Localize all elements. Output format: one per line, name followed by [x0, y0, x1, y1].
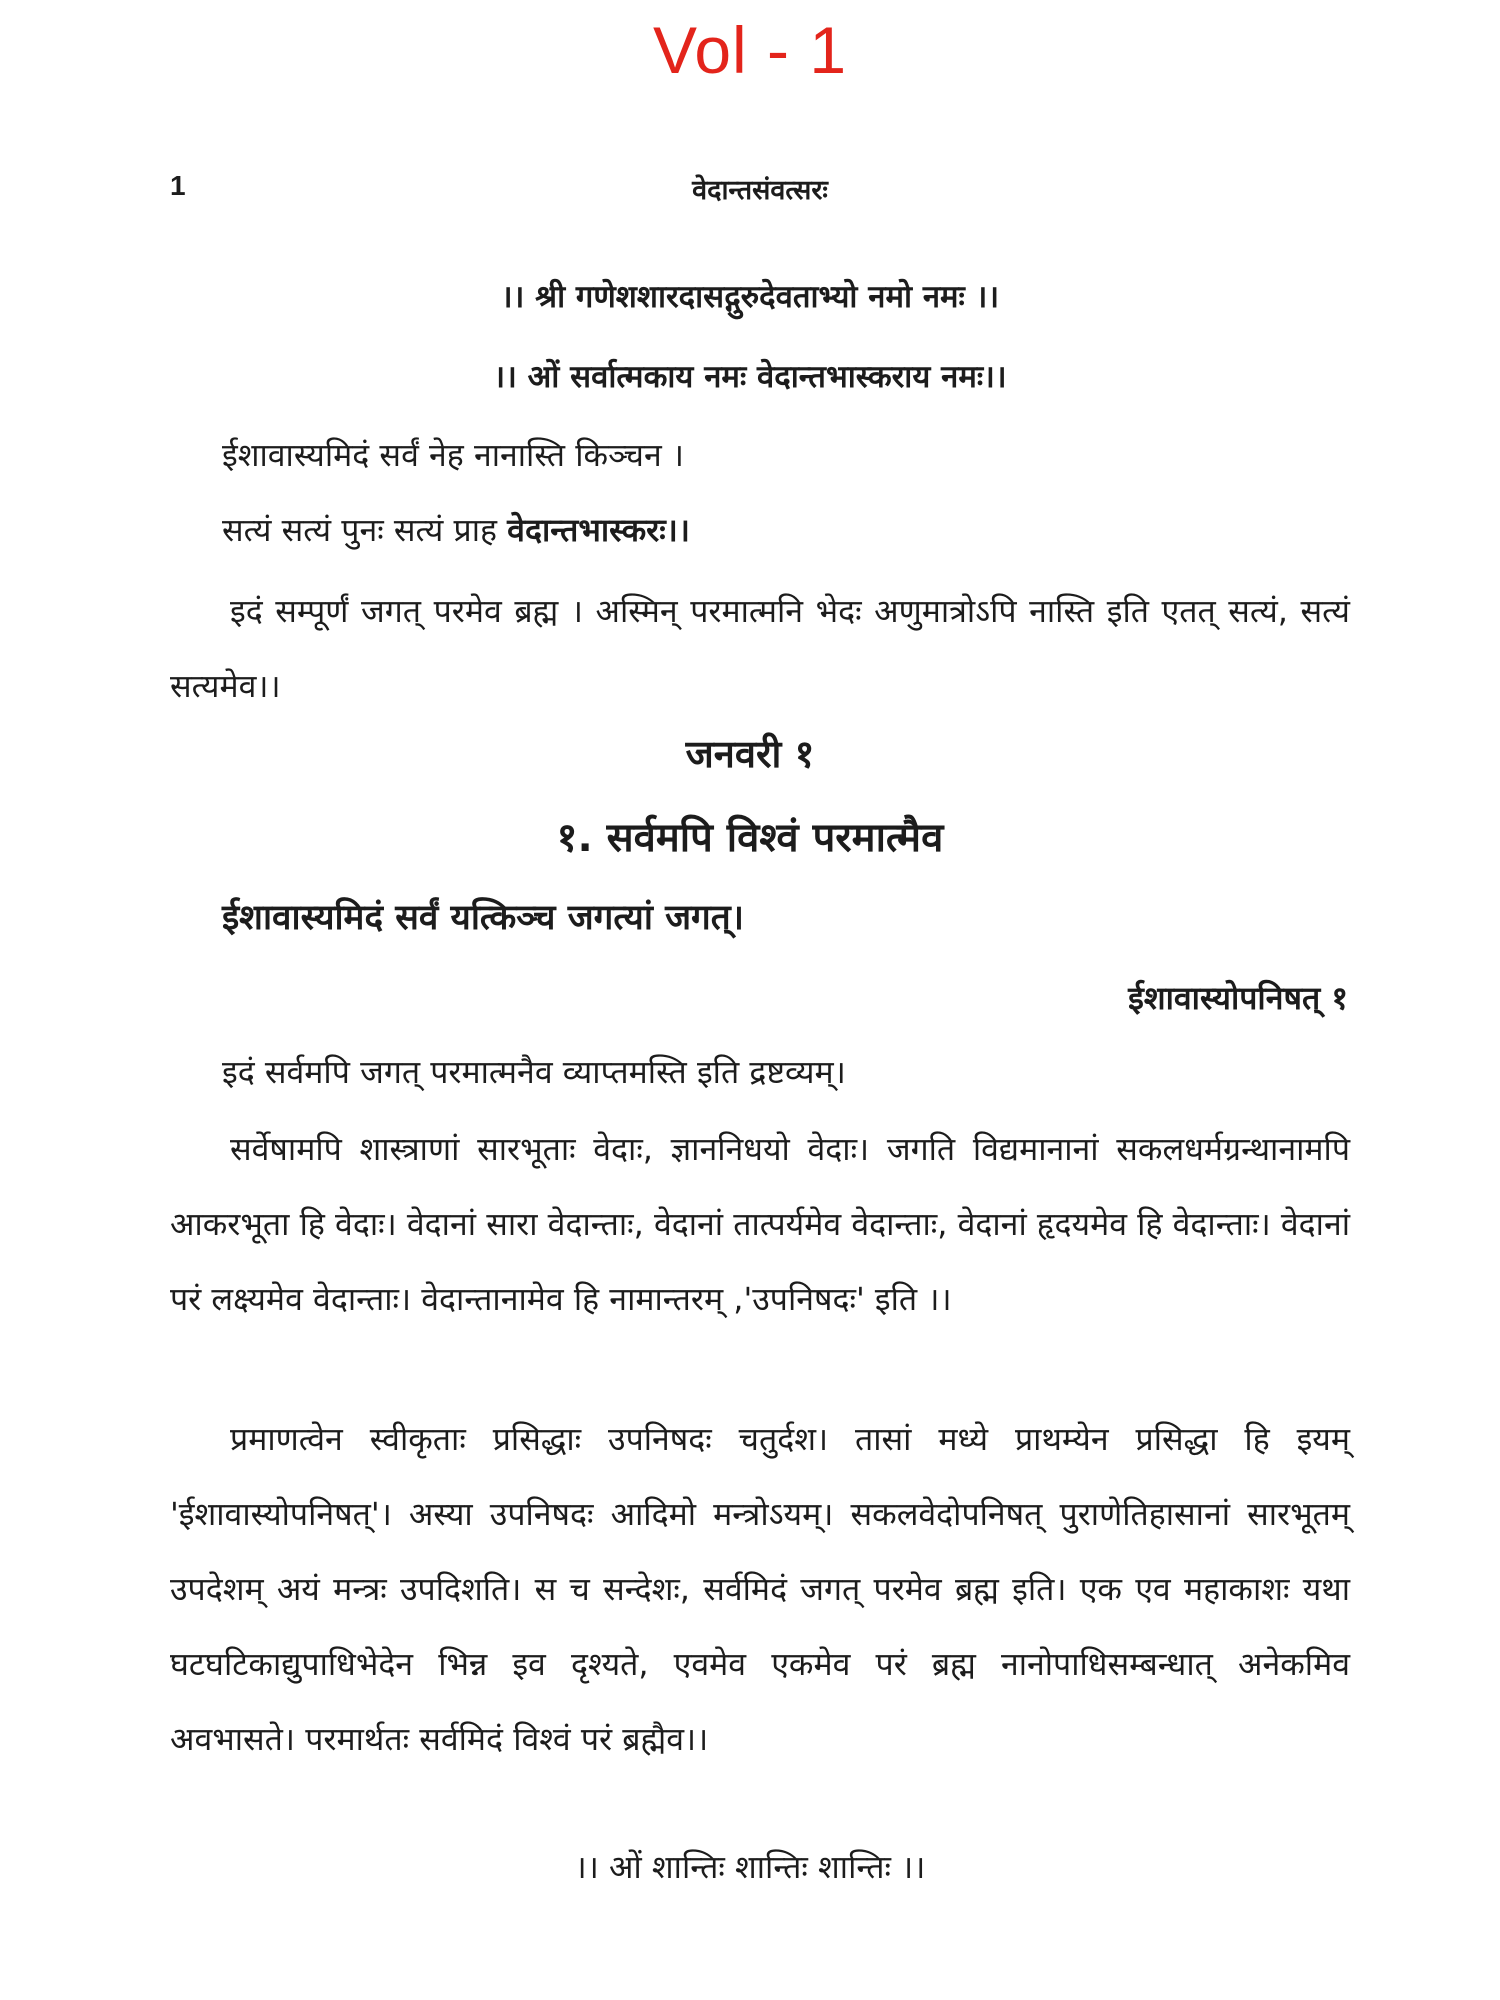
opening-verse-line-2 — [222, 508, 690, 551]
month-heading: जनवरी १ — [685, 732, 815, 776]
opening-verse-line-2-text: सत्यं सत्यं पुनः सत्यं प्राह — [222, 511, 508, 549]
summary-line: इदं सर्वमपि जगत् परमात्मनैव व्याप्तमस्ति इति द्रष्टव्यम्। — [222, 1053, 846, 1091]
body-paragraph-1: सर्वेषामपि शास्त्राणां सारभूताः वेदाः, ज्ञाननिधयो वेदाः। जगति विद्यमानानां सकलधर्मग्रन्थानामपि आकरभूता हि वेदाः। वेदानां सारा वेदान्ताः, वेदानां तात्पर्यमेव वेदान्ताः, वेदानां हृदयमेव हि वेदान्ताः। वेदानां परं लक्ष्यमेव वेदान्ताः। वेदान्तानामेव हि नामान्तरम् ,'उपनिषदः' इति ।। — [170, 1130, 1350, 1318]
mantra-source: ईशावास्योपनिषत् १ — [1128, 979, 1348, 1017]
invocation-sarvatmaka: ।। ओं सर्वात्मकाय नमः वेदान्तभास्कराय नमः।। — [493, 359, 1007, 395]
invocation-ganesha: ।। श्री गणेशशारदासद्गुरुदेवताभ्यो नमो नमः ।। — [500, 279, 1000, 315]
page-number: 1 — [170, 170, 186, 201]
chapter-title: १. सर्वमपि विश्वं परमात्मैव — [556, 815, 944, 861]
running-header — [170, 170, 1350, 210]
volume-label: Vol - 1 — [652, 13, 848, 87]
book-title: वेदान्तसंवत्सरः — [692, 175, 828, 206]
closing-shanti: ।। ओं शान्तिः शान्तिः शान्तिः ।। — [574, 1848, 926, 1886]
mantra-quote: ईशावास्यमिदं सर्वं यत्किञ्च जगत्यां जगत्। — [222, 898, 744, 938]
opening-verse-line-1: ईशावास्यमिदं सर्वं नेह नानास्ति किञ्चन । — [222, 436, 685, 474]
opening-verse-line-2-bold: वेदान्तभास्करः।। — [507, 511, 690, 549]
intro-paragraph: इदं सम्पूर्णं जगत् परमेव ब्रह्म । अस्मिन् परमात्मनि भेदः अणुमात्रोऽपि नास्ति इति एतत् सत्यं, सत्यं सत्यमेव।। — [170, 592, 1350, 705]
body-paragraph-2: प्रमाणत्वेन स्वीकृताः प्रसिद्धाः उपनिषदः चतुर्दश। तासां मध्ये प्राथम्येन प्रसिद्धा हि इयम् 'ईशावास्योपनिषत्'। अस्या उपनिषदः आदिमो मन्त्रोऽयम्। सकलवेदोपनिषत् पुराणेतिहासानां सारभूतम् उपदेशम् अयं मन्त्रः उपदिशति। स च सन्देशः, सर्वमिदं जगत् परमेव ब्रह्म इति। एक एव महाकाशः यथा घटघटिकाद्युपाधिभेदेन भिन्न इव दृश्यते, एवमेव एकमेव परं ब्रह्म नानोपाधिसम्बन्धात् अनेकमिव अवभासते। परमार्थतः सर्वमिदं विश्वं परं ब्रह्मैव।। — [170, 1420, 1350, 1758]
